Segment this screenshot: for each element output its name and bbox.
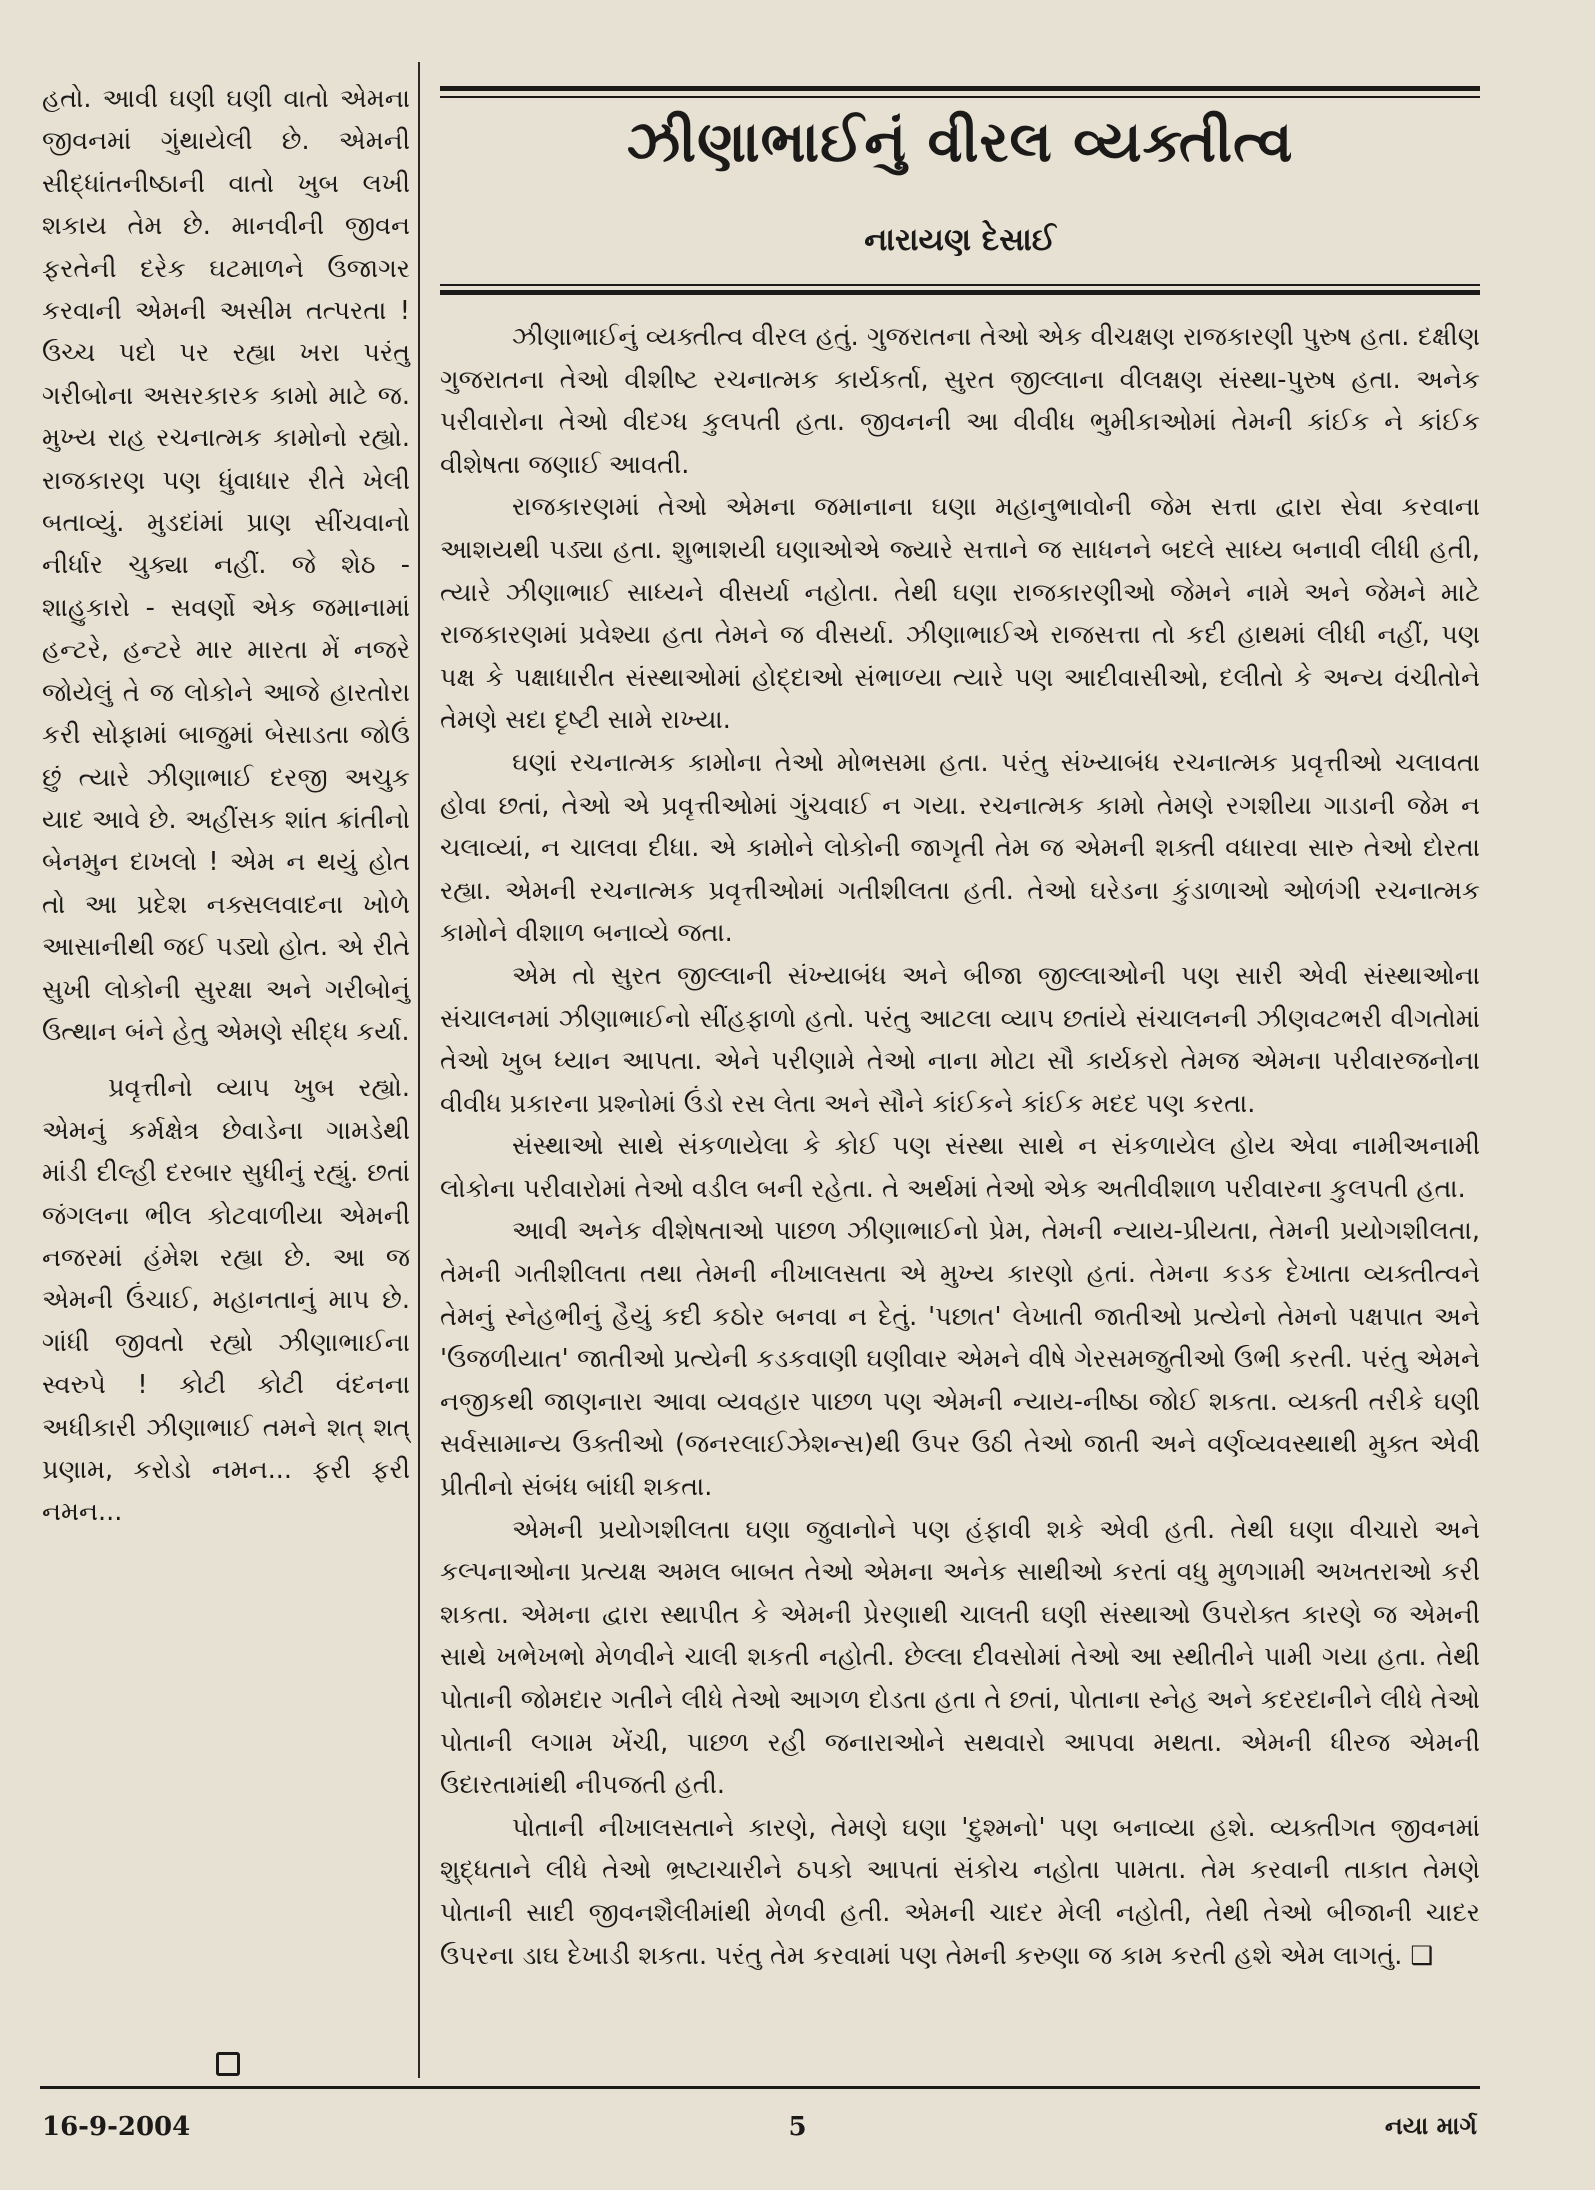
- body-paragraph-3: ઘણાં રચનાત્મક કામોના તેઓ મોભસમા હતા. પરંતુ સંખ્યાબંધ રચનાત્મક પ્રવૃત્તીઓ ચલાવતા હોવા છતાં, તેઓ એ પ્રવૃત્તીઓમાં ગુંચવાઈ ન ગયા. રચનાત્મક કામો તેમણે રગશીયા ગાડાની જેમ ન ચલાવ્યાં, ન ચાલવા દીધા. એ કામોને લોકોની જાગૃતી તેમ જ એમની શક્તી વધારવા સારુ તેઓ દોરતા રહ્યા. એમની રચનાત્મક પ્રવૃત્તીઓમાં ગતીશીલતા હતી. તેઓ ઘરેડના કુંડાળાઓ ઓળંગી રચનાત્મક કામોને વીશાળ બનાવ્યે જતા.: [440, 747, 1480, 949]
- title-rule-bottom: [440, 290, 1480, 295]
- title-rule-top: [440, 86, 1480, 91]
- article-body: [440, 316, 1480, 1977]
- page-number: 5: [788, 2112, 807, 2142]
- title-rule-top-thin: [440, 96, 1480, 98]
- article-author: નારાયણ દેસાઈ: [864, 222, 1056, 258]
- publication-name: નયા માર્ગ: [1384, 2112, 1477, 2140]
- left-column: [42, 78, 410, 1534]
- body-paragraph-1: ઝીણાભાઈનું વ્યક્તીત્વ વીરલ હતું. ગુજરાતના તેઓ એક વીચક્ષણ રાજકારણી પુરુષ હતા. દક્ષીણ ગુજરાતના તેઓ વીશીષ્ટ રચનાત્મક કાર્યકર્તા, સુરત જીલ્લાના વીલક્ષણ સંસ્થા-પુરુષ હતા. અનેક પરીવારોના તેઓ વીદગ્ધ કુલપતી હતા. જીવનની આ વીવીધ ભુમીકાઓમાં તેમની કાંઈક ને કાંઈક વીશેષતા જણાઈ આવતી.: [440, 322, 1480, 480]
- body-paragraph-7: એમની પ્રયોગશીલતા ઘણા જુવાનોને પણ હંફાવી શકે એવી હતી. તેથી ઘણા વીચારો અને કલ્પનાઓના પ્રત્યક્ષ અમલ બાબત તેઓ એમના અનેક સાથીઓ કરતાં વધુ મુળગામી અખતરાઓ કરી શકતા. એમના દ્વારા સ્થાપીત કે એમની પ્રેરણાથી ચાલતી ઘણી સંસ્થાઓ ઉપરોક્ત કારણે જ એમની સાથે ખભેખભો મેળવીને ચાલી શકતી નહોતી. છેલ્લા દીવસોમાં તેઓ આ સ્થીતીને પામી ગયા હતા. તેથી પોતાની જોમદાર ગતીને લીધે તેઓ આગળ દોડતા હતા તે છતાં, પોતાના સ્નેહ અને કદરદાનીને લીધે તેઓ પોતાની લગામ ખેંચી, પાછળ રહી જનારાઓને સથવારો આપવા મથતા. એમની ધીરજ એમની ઉદારતામાંથી નીપજતી હતી.: [440, 1514, 1480, 1801]
- body-paragraph-6: આવી અનેક વીશેષતાઓ પાછળ ઝીણાભાઈનો પ્રેમ, તેમની ન્યાય-પ્રીયતા, તેમની પ્રયોગશીલતા, તેમની ગતીશીલતા તથા તેમની નીખાલસતા એ મુખ્ય કારણો હતાં. તેમના કડક દેખાતા વ્યક્તીત્વને તેમનું સ્નેહભીનું હૈયું કદી કઠોર બનવા ન દેતું. 'પછાત' લેખાતી જાતીઓ પ્રત્યેનો તેમનો પક્ષપાત અને 'ઉજળીયાત' જાતીઓ પ્રત્યેની કડકવાણી ઘણીવાર એમને વીષે ગેરસમજુતીઓ ઉભી કરતી. પરંતુ એમને નજીકથી જાણનારા આવા વ્યવહાર પાછળ પણ એમની ન્યાય-નીષ્ઠા જોઈ શકતા. વ્યક્તી તરીકે ઘણી સર્વસામાન્ય ઉક્તીઓ (જનરલાઈઝેશન્સ)થી ઉપર ઉઠી તેઓ જાતી અને વર્ણવ્યવસ્થાથી મુક્ત એવી પ્રીતીનો સંબંધ બાંધી શકતા.: [440, 1216, 1480, 1503]
- body-paragraph-8: પોતાની નીખાલસતાને કારણે, તેમણે ઘણા 'દુશ્મનો' પણ બનાવ્યા હશે. વ્યક્તીગત જીવનમાં શુદ્ધતાને લીધે તેઓ ભ્રષ્ટાચારીને ઠપકો આપતાં સંકોચ નહોતા પામતા. તેમ કરવાની તાકાત તેમણે પોતાની સાદી જીવનશૈલીમાંથી મેળવી હતી. એમની ચાદર મેલી નહોતી, તેથી તેઓ બીજાની ચાદર ઉપરના ડાઘ દેખાડી શકતા. પરંતુ તેમ કરવામાં પણ તેમની કરુણા જ કામ કરતી હશે એમ લાગતું. ❑: [440, 1812, 1480, 1971]
- body-paragraph-2: રાજકારણમાં તેઓ એમના જમાનાના ઘણા મહાનુભાવોની જેમ સત્તા દ્વારા સેવા કરવાના આશયથી પડ્યા હતા. શુભાશયી ઘણાઓએ જ્યારે સત્તાને જ સાધનને બદલે સાધ્ય બનાવી લીધી હતી, ત્યારે ઝીણાભાઈ સાધ્યને વીસર્યા નહોતા. તેથી ઘણા રાજકારણીઓ જેમને નામે અને જેમને માટે રાજકારણમાં પ્રવેશ્યા હતા તેમને જ વીસર્યા. ઝીણાભાઈએ રાજસત્તા તો કદી હાથમાં લીધી નહીં, પણ પક્ષ કે પક્ષાધારીત સંસ્થાઓમાં હોદ્દાઓ સંભાળ્યા ત્યારે પણ આદીવાસીઓ, દલીતો કે અન્ય વંચીતોને તેમણે સદા દૃષ્ટી સામે રાખ્યા.: [440, 492, 1480, 736]
- column-divider: [418, 62, 420, 2078]
- body-paragraph-5: સંસ્થાઓ સાથે સંકળાયેલા કે કોઈ પણ સંસ્થા સાથે ન સંકળાયેલ હોય એવા નામીઅનામી લોકોના પરીવારોમાં તેઓ વડીલ બની રહેતા. તે અર્થમાં તેઓ એક અતીવીશાળ પરીવારના કુલપતી હતા.: [440, 1131, 1480, 1204]
- end-mark-icon: [216, 2052, 240, 2076]
- title-rule-bottom-thin: [440, 284, 1480, 286]
- left-paragraph-1: હતો. આવી ઘણી ઘણી વાતો એમના જીવનમાં ગુંથાયેલી છે. એમની સીદ્ધાંતનીષ્ઠાની વાતો ખુબ લખી શકાય તેમ છે. માનવીની જીવન ફરતેની દરેક ઘટમાળને ઉજાગર કરવાની એમની અસીમ તત્પરતા ! ઉચ્ચ પદો પર રહ્યા ખરા પરંતુ ગરીબોના અસરકારક કામો માટે જ. મુખ્ય રાહ રચનાત્મક કામોનો રહ્યો. રાજકારણ પણ ધુંવાધાર રીતે ખેલી બતાવ્યું. મુડદાંમાં પ્રાણ સીંચવાનો નીર્ધાર ચુક્યા નહીં. જે શેઠ - શાહુકારો - સવર્ણો એક જમાનામાં હન્ટરે, હન્ટરે માર મારતા મેં નજરે જોયેલું તે જ લોકોને આજે હારતોરા કરી સોફામાં બાજુમાં બેસાડતા જોઉં છું ત્યારે ઝીણાભાઈ દરજી અચુક યાદ આવે છે. અહીંસક શાંત ક્રાંતીનો બેનમુન દાખલો ! એમ ન થયું હોત તો આ પ્રદેશ નક્સલવાદના ખોળે આસાનીથી જઈ પડ્યો હોત. એ રીતે સુખી લોકોની સુરક્ષા અને ગરીબોનું ઉત્થાન બંને હેતુ એમણે સીદ્ધ કર્યા.: [42, 84, 410, 1047]
- article-title: ઝીણાભાઈનું વીરલ વ્યક્તીત્વ: [626, 110, 1294, 175]
- footer-rule: [40, 2086, 1480, 2089]
- footer-date: 16-9-2004: [42, 2112, 191, 2142]
- body-paragraph-4: એમ તો સુરત જીલ્લાની સંખ્યાબંધ અને બીજા જીલ્લાઓની પણ સારી એવી સંસ્થાઓના સંચાલનમાં ઝીણાભાઈનો સીંહફાળો હતો. પરંતુ આટલા વ્યાપ છતાંયે સંચાલનની ઝીણવટભરી વીગતોમાં તેઓ ખુબ ધ્યાન આપતા. એને પરીણામે તેઓ નાના મોટા સૌ કાર્યકરો તેમજ એમના પરીવારજનોના વીવીધ પ્રકારના પ્રશ્નોમાં ઉંડો રસ લેતા અને સૌને કાંઈકને કાંઈક મદદ પણ કરતા.: [440, 960, 1480, 1119]
- left-paragraph-2: પ્રવૃત્તીનો વ્યાપ ખુબ રહ્યો. એમનું કર્મક્ષેત્ર છેવાડેના ગામડેથી માંડી દીલ્હી દરબાર સુધીનું રહ્યું. છતાં જંગલના ભીલ કોટવાળીયા એમની નજરમાં હંમેશ રહ્યા છે. આ જ એમની ઉંચાઈ, મહાનતાનું માપ છે. ગાંધી જીવતો રહ્યો ઝીણાભાઈના સ્વરુપે ! કોટી કોટી વંદનના અધીકારી ઝીણાભાઈ તમને શત્ શત્ પ્રણામ, કરોડો નમન... ફરી ફરી નમન...: [42, 1073, 410, 1528]
